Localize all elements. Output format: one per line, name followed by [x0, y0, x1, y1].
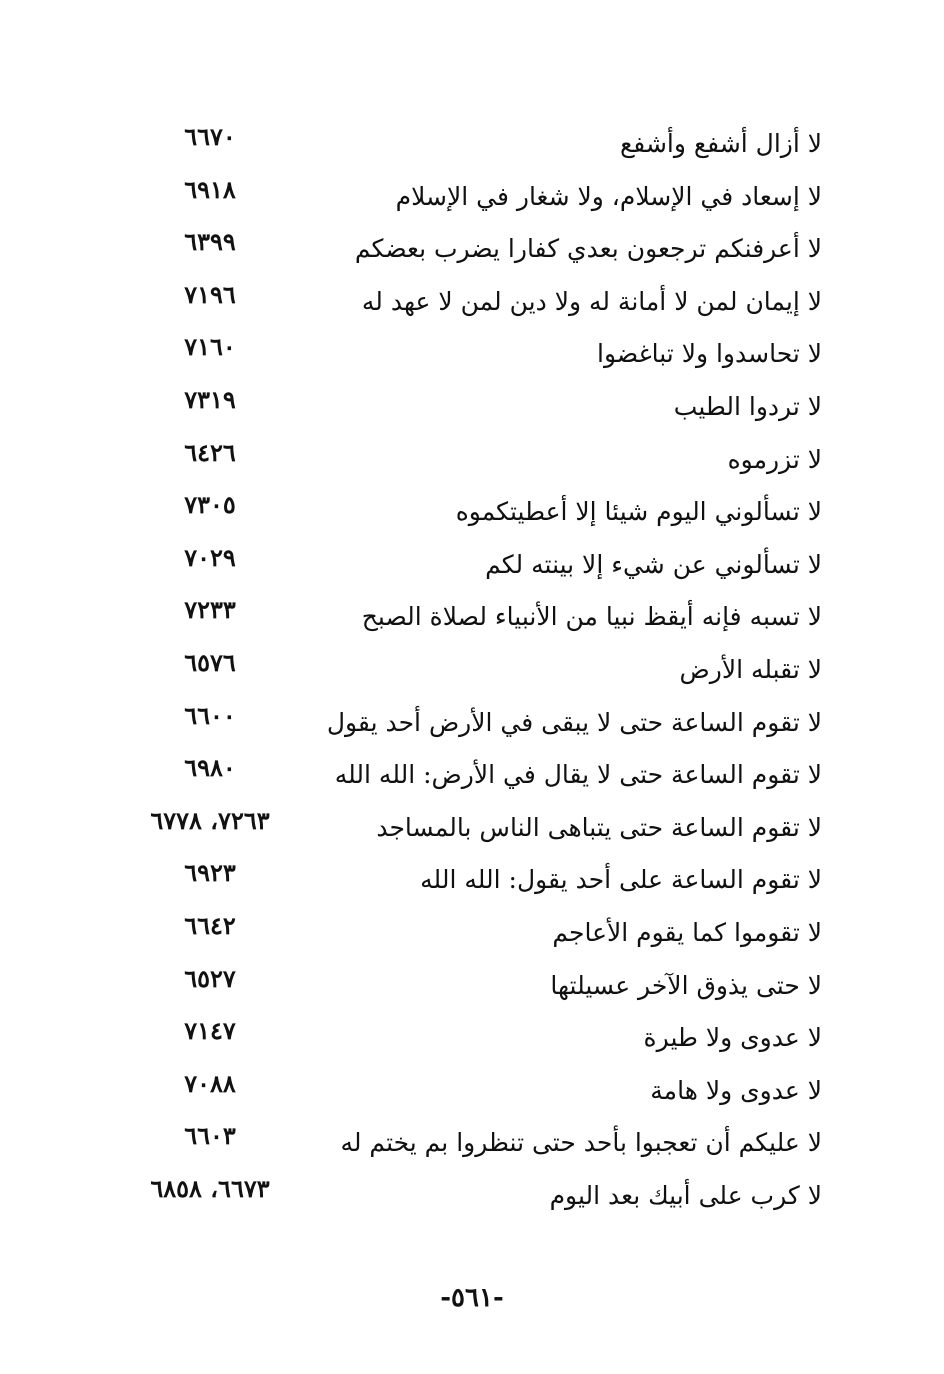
index-entry — [0, 486, 944, 539]
page-number: -٥٦١- — [440, 1283, 504, 1313]
hadith-text: لا تزرموه — [727, 444, 822, 474]
hadith-text: لا تقوموا كما يقوم الأعاجم — [552, 917, 822, 947]
hadith-number: ٧٣٠٥ — [184, 490, 236, 520]
hadith-text: لا تقوم الساعة على أحد يقول: الله الله — [420, 865, 822, 895]
index-entry — [0, 907, 944, 960]
hadith-number: ٧٠٢٩ — [184, 542, 236, 572]
hadith-index-list — [0, 118, 944, 1222]
hadith-number: ٦٦٧٣، ٦٨٥٨ — [150, 1173, 270, 1203]
index-entry — [0, 802, 944, 855]
hadith-number: ٧١٤٧ — [184, 1016, 236, 1046]
index-entry — [0, 960, 944, 1013]
index-entry — [0, 223, 944, 276]
hadith-text: لا تردوا الطيب — [673, 391, 822, 421]
hadith-text: لا تقبله الأرض — [679, 654, 822, 684]
index-entry — [0, 749, 944, 802]
index-entry — [0, 1117, 944, 1170]
index-entry — [0, 381, 944, 434]
hadith-number: ٧٠٨٨ — [184, 1068, 236, 1098]
hadith-number: ٦٩١٨ — [184, 174, 236, 204]
hadith-text: لا تسبه فإنه أيقظ نبيا من الأنبياء لصلاة الصبح — [361, 602, 822, 632]
hadith-number: ٦٦٤٢ — [184, 910, 236, 940]
hadith-number: ٧١٦٠ — [184, 332, 236, 362]
hadith-number: ٦٦٠٠ — [184, 700, 236, 730]
hadith-number: ٦٩٨٠ — [184, 753, 236, 783]
index-entry — [0, 697, 944, 750]
hadith-text: لا تحاسدوا ولا تباغضوا — [597, 339, 822, 369]
index-entry — [0, 118, 944, 171]
index-entry — [0, 328, 944, 381]
index-entry — [0, 854, 944, 907]
hadith-number: ٦٤٢٦ — [184, 437, 236, 467]
index-entry — [0, 276, 944, 329]
hadith-text: لا عدوى ولا هامة — [650, 1075, 822, 1105]
index-entry — [0, 1170, 944, 1223]
hadith-text: لا حتى يذوق الآخر عسيلتها — [550, 970, 822, 1000]
hadith-number: ٧٢٣٣ — [184, 595, 236, 625]
hadith-text: لا أزال أشفع وأشفع — [620, 129, 822, 158]
hadith-text: لا إيمان لمن لا أمانة له ولا دين لمن لا عهد له — [361, 286, 822, 316]
hadith-number: ٦٦٧٠ — [184, 122, 236, 151]
index-entry — [0, 434, 944, 487]
hadith-text: لا تسألوني عن شيء إلا بينته لكم — [485, 549, 822, 579]
hadith-text: لا عليكم أن تعجبوا بأحد حتى تنظروا بم يختم له — [340, 1128, 822, 1158]
hadith-number: ٧١٩٦ — [184, 279, 236, 309]
hadith-number: ٦٣٩٩ — [184, 227, 236, 257]
hadith-text: لا تقوم الساعة حتى لا يبقى في الأرض أحد يقول — [326, 707, 822, 737]
hadith-text: لا عدوى ولا طيرة — [643, 1023, 822, 1053]
hadith-text: لا تقوم الساعة حتى يتباهى الناس بالمساجد — [376, 812, 822, 842]
hadith-text: لا تسألوني اليوم شيئا إلا أعطيتكموه — [455, 497, 822, 527]
index-entry — [0, 539, 944, 592]
index-entry — [0, 1065, 944, 1118]
hadith-number: ٦٩٢٣ — [184, 858, 236, 888]
hadith-text: لا أعرفنكم ترجعون بعدي كفارا يضرب بعضكم — [354, 234, 822, 264]
hadith-number: ٦٦٠٣ — [184, 1121, 236, 1151]
hadith-number: ٧٢٦٣، ٦٧٧٨ — [150, 805, 270, 835]
hadith-number: ٦٥٢٧ — [184, 963, 236, 993]
hadith-text: لا تقوم الساعة حتى لا يقال في الأرض: الله الله — [334, 760, 822, 790]
hadith-number: ٧٣١٩ — [184, 384, 236, 414]
index-entry — [0, 171, 944, 224]
index-entry — [0, 1012, 944, 1065]
index-entry — [0, 591, 944, 644]
index-entry — [0, 644, 944, 697]
hadith-number: ٦٥٧٦ — [184, 647, 236, 677]
hadith-text: لا إسعاد في الإسلام، ولا شغار في الإسلام — [395, 181, 822, 211]
hadith-text: لا كرب على أبيك بعد اليوم — [549, 1180, 822, 1210]
